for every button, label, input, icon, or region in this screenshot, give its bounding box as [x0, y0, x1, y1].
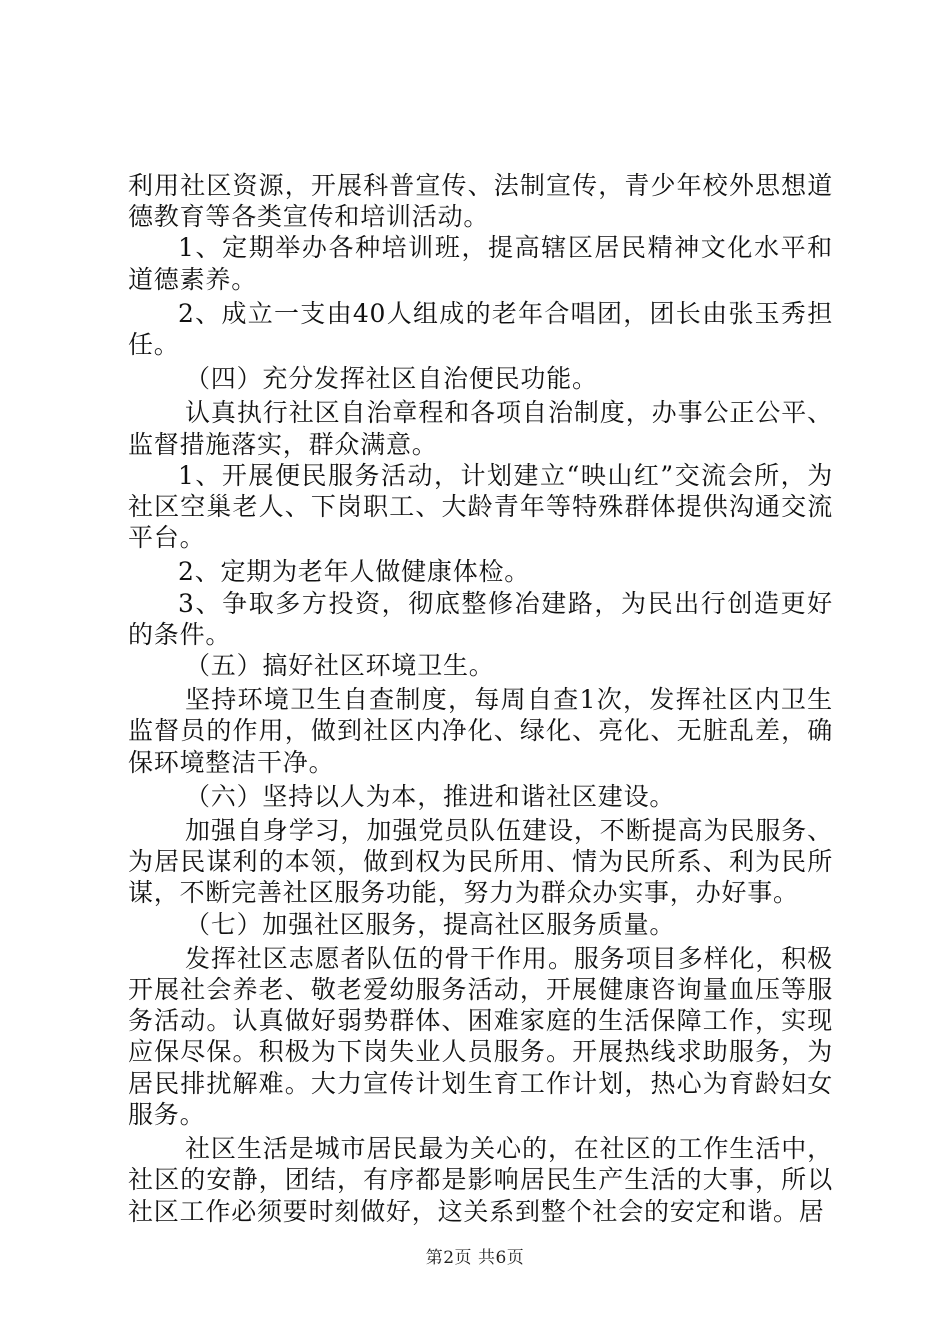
section-heading-4: （四）充分发挥社区自治便民功能。	[185, 364, 598, 394]
paragraph-1: 利用社区资源，开展科普宣传、法制宣传，青少年校外思想道德教育等各类宣传和培训活动。	[128, 171, 833, 232]
paragraph-12: 加强自身学习，加强党员队伍建设，不断提高为民服务、为居民谋利的本领，做到权为民所用、情为民所系、利为民所谋，不断完善社区服务功能，努力为群众办实事，办好事。	[128, 816, 833, 908]
section-heading-6: （六）坚持以人为本，推进和谐社区建设。	[185, 781, 676, 811]
paragraph-7: 2、定期为老年人做健康体检。	[178, 557, 531, 587]
paragraph-15: 社区生活是城市居民最为关心的，在社区的工作生活中，社区的安静，团结，有序都是影响居民生产生活的大事，所以社区工作必须要时刻做好，这关系到整个社会的安定和谐。居	[128, 1134, 833, 1226]
paragraph-10: 坚持环境卫生自查制度，每周自查1次，发挥社区内卫生监督员的作用，做到社区内净化、绿化、亮化、无脏乱差，确保环境整洁干净。	[128, 685, 833, 777]
document-body	[128, 170, 833, 1227]
paragraph-2: 1、定期举办各种培训班，提高辖区居民精神文化水平和道德素养。	[128, 233, 833, 294]
section-heading-7: （七）加强社区服务，提高社区服务质量。	[185, 909, 676, 939]
paragraph-14: 发挥社区志愿者队伍的骨干作用。服务项目多样化，积极开展社会养老、敬老爱幼服务活动，开展健康咨询量血压等服务活动。认真做好弱势群体、困难家庭的生活保障工作，实现应保尽保。积极为下岗失业人员服务。开展热线求助服务，为居民排扰解难。大力宣传计划生育工作计划，热心为育龄妇女服务。	[128, 943, 833, 1129]
paragraph-8: 3、争取多方投资，彻底整修冶建路，为民出行创造更好的条件。	[128, 588, 833, 649]
paragraph-5: 认真执行社区自治章程和各项自治制度，办事公正公平、监督措施落实，群众满意。	[128, 398, 833, 459]
paragraph-3: 2、成立一支由40人组成的老年合唱团，团长由张玉秀担任。	[128, 298, 833, 360]
section-heading-5: （五）搞好社区环境卫生。	[185, 651, 495, 681]
page-number-footer: 第2页 共6页	[425, 1248, 525, 1268]
paragraph-6: 1、开展便民服务活动，计划建立“映山红”交流会所，为社区空巢老人、下岗职工、大龄青年等特殊群体提供沟通交流平台。	[128, 460, 833, 553]
